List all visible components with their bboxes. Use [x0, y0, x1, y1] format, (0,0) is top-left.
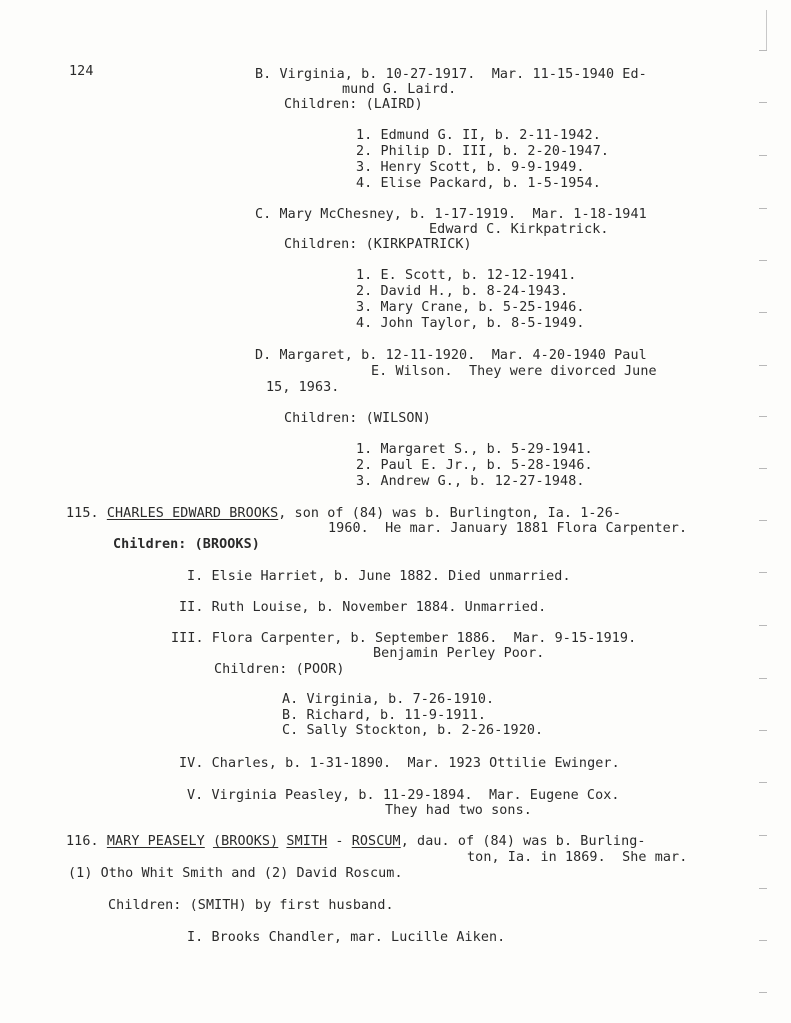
section-b-children-label: Children: (LAIRD)	[284, 97, 423, 112]
edge-tick	[759, 50, 767, 51]
poor-children-label: Children: (POOR)	[214, 662, 345, 677]
list-item: 1. E. Scott, b. 12-12-1941.	[356, 268, 577, 283]
list-item: Benjamin Perley Poor.	[373, 646, 545, 661]
entry-name: CHARLES EDWARD BROOKS	[106, 506, 279, 521]
section-d-children-label: Children: (WILSON)	[284, 411, 431, 426]
edge-tick	[759, 625, 767, 626]
list-item: A. Virginia, b. 7-26-1910.	[282, 692, 495, 707]
entry-name: MARY PEASELY	[106, 834, 205, 849]
entry-116-children-label: Children: (SMITH) by first husband.	[108, 898, 394, 913]
entry-name: SMITH	[286, 834, 328, 849]
entry-name: ROSCUM	[351, 834, 401, 849]
edge-tick	[759, 992, 767, 993]
list-item: IV. Charles, b. 1-31-1890. Mar. 1923 Ottilie Ewinger.	[179, 756, 620, 771]
page-number: 124	[69, 64, 94, 79]
edge-tick	[759, 572, 767, 573]
entry-116-line: (1) Otho Whit Smith and (2) David Roscum.	[68, 866, 403, 881]
entry-116-line	[66, 834, 646, 849]
entry-115-line	[66, 506, 621, 521]
list-item: 4. Elise Packard, b. 1-5-1954.	[356, 176, 601, 191]
list-item: They had two sons.	[385, 803, 532, 818]
section-c-children-label: Children: (KIRKPATRICK)	[284, 237, 472, 252]
entry-number: 116.	[66, 834, 99, 849]
entry-text: , son of (84) was b. Burlington, Ia. 1-26-	[278, 506, 622, 521]
list-item: II. Ruth Louise, b. November 1884. Unmarried.	[179, 600, 547, 615]
edge-rule	[766, 10, 767, 50]
edge-tick	[759, 365, 767, 366]
list-item: 1. Edmund G. II, b. 2-11-1942.	[356, 128, 601, 143]
edge-tick	[759, 208, 767, 209]
entry-name: (BROOKS)	[212, 834, 279, 849]
edge-tick	[759, 468, 767, 469]
list-item: 2. David H., b. 8-24-1943.	[356, 284, 569, 299]
edge-tick	[759, 940, 767, 941]
list-item: 2. Paul E. Jr., b. 5-28-1946.	[356, 458, 593, 473]
section-b-line: B. Virginia, b. 10-27-1917. Mar. 11-15-1940 Ed-	[255, 67, 647, 82]
list-item: V. Virginia Peasley, b. 11-29-1894. Mar. Eugene Cox.	[187, 788, 620, 803]
list-item: 3. Mary Crane, b. 5-25-1946.	[356, 300, 585, 315]
scan-edge-marks	[745, 0, 791, 1023]
entry-text: -	[327, 834, 352, 849]
list-item: I. Elsie Harriet, b. June 1882. Died unmarried.	[187, 569, 571, 584]
list-item: C. Sally Stockton, b. 2-26-1920.	[282, 723, 544, 738]
edge-tick	[759, 416, 767, 417]
list-item: 2. Philip D. III, b. 2-20-1947.	[356, 144, 610, 159]
edge-tick	[759, 678, 767, 679]
section-d-line: D. Margaret, b. 12-11-1920. Mar. 4-20-1940 Paul	[255, 348, 647, 363]
entry-116-line: ton, Ia. in 1869. She mar.	[467, 850, 688, 865]
list-item: III. Flora Carpenter, b. September 1886. Mar. 9-15-1919.	[171, 631, 637, 646]
entry-number: 115.	[66, 506, 99, 521]
section-d-line: E. Wilson. They were divorced June	[371, 364, 657, 379]
edge-tick	[759, 782, 767, 783]
section-b-line: mund G. Laird.	[342, 82, 457, 97]
edge-tick	[759, 155, 767, 156]
list-item: 3. Henry Scott, b. 9-9-1949.	[356, 160, 585, 175]
edge-tick	[759, 520, 767, 521]
list-item: B. Richard, b. 11-9-1911.	[282, 708, 487, 723]
section-d-line: 15, 1963.	[266, 380, 340, 395]
edge-tick	[759, 730, 767, 731]
entry-text: , dau. of (84) was b. Burling-	[400, 834, 646, 849]
list-item: I. Brooks Chandler, mar. Lucille Aiken.	[187, 930, 506, 945]
edge-tick	[759, 260, 767, 261]
list-item: 3. Andrew G., b. 12-27-1948.	[356, 474, 585, 489]
entry-115-children-label: Children: (BROOKS)	[113, 537, 260, 552]
edge-tick	[759, 102, 767, 103]
section-c-line: Edward C. Kirkpatrick.	[429, 222, 609, 237]
edge-tick	[759, 835, 767, 836]
section-c-line: C. Mary McChesney, b. 1-17-1919. Mar. 1-18-1941	[255, 207, 647, 222]
list-item: 4. John Taylor, b. 8-5-1949.	[356, 316, 585, 331]
list-item: 1. Margaret S., b. 5-29-1941.	[356, 442, 593, 457]
edge-tick	[759, 888, 767, 889]
edge-tick	[759, 312, 767, 313]
entry-115-line: 1960. He mar. January 1881 Flora Carpenter.	[328, 521, 688, 536]
